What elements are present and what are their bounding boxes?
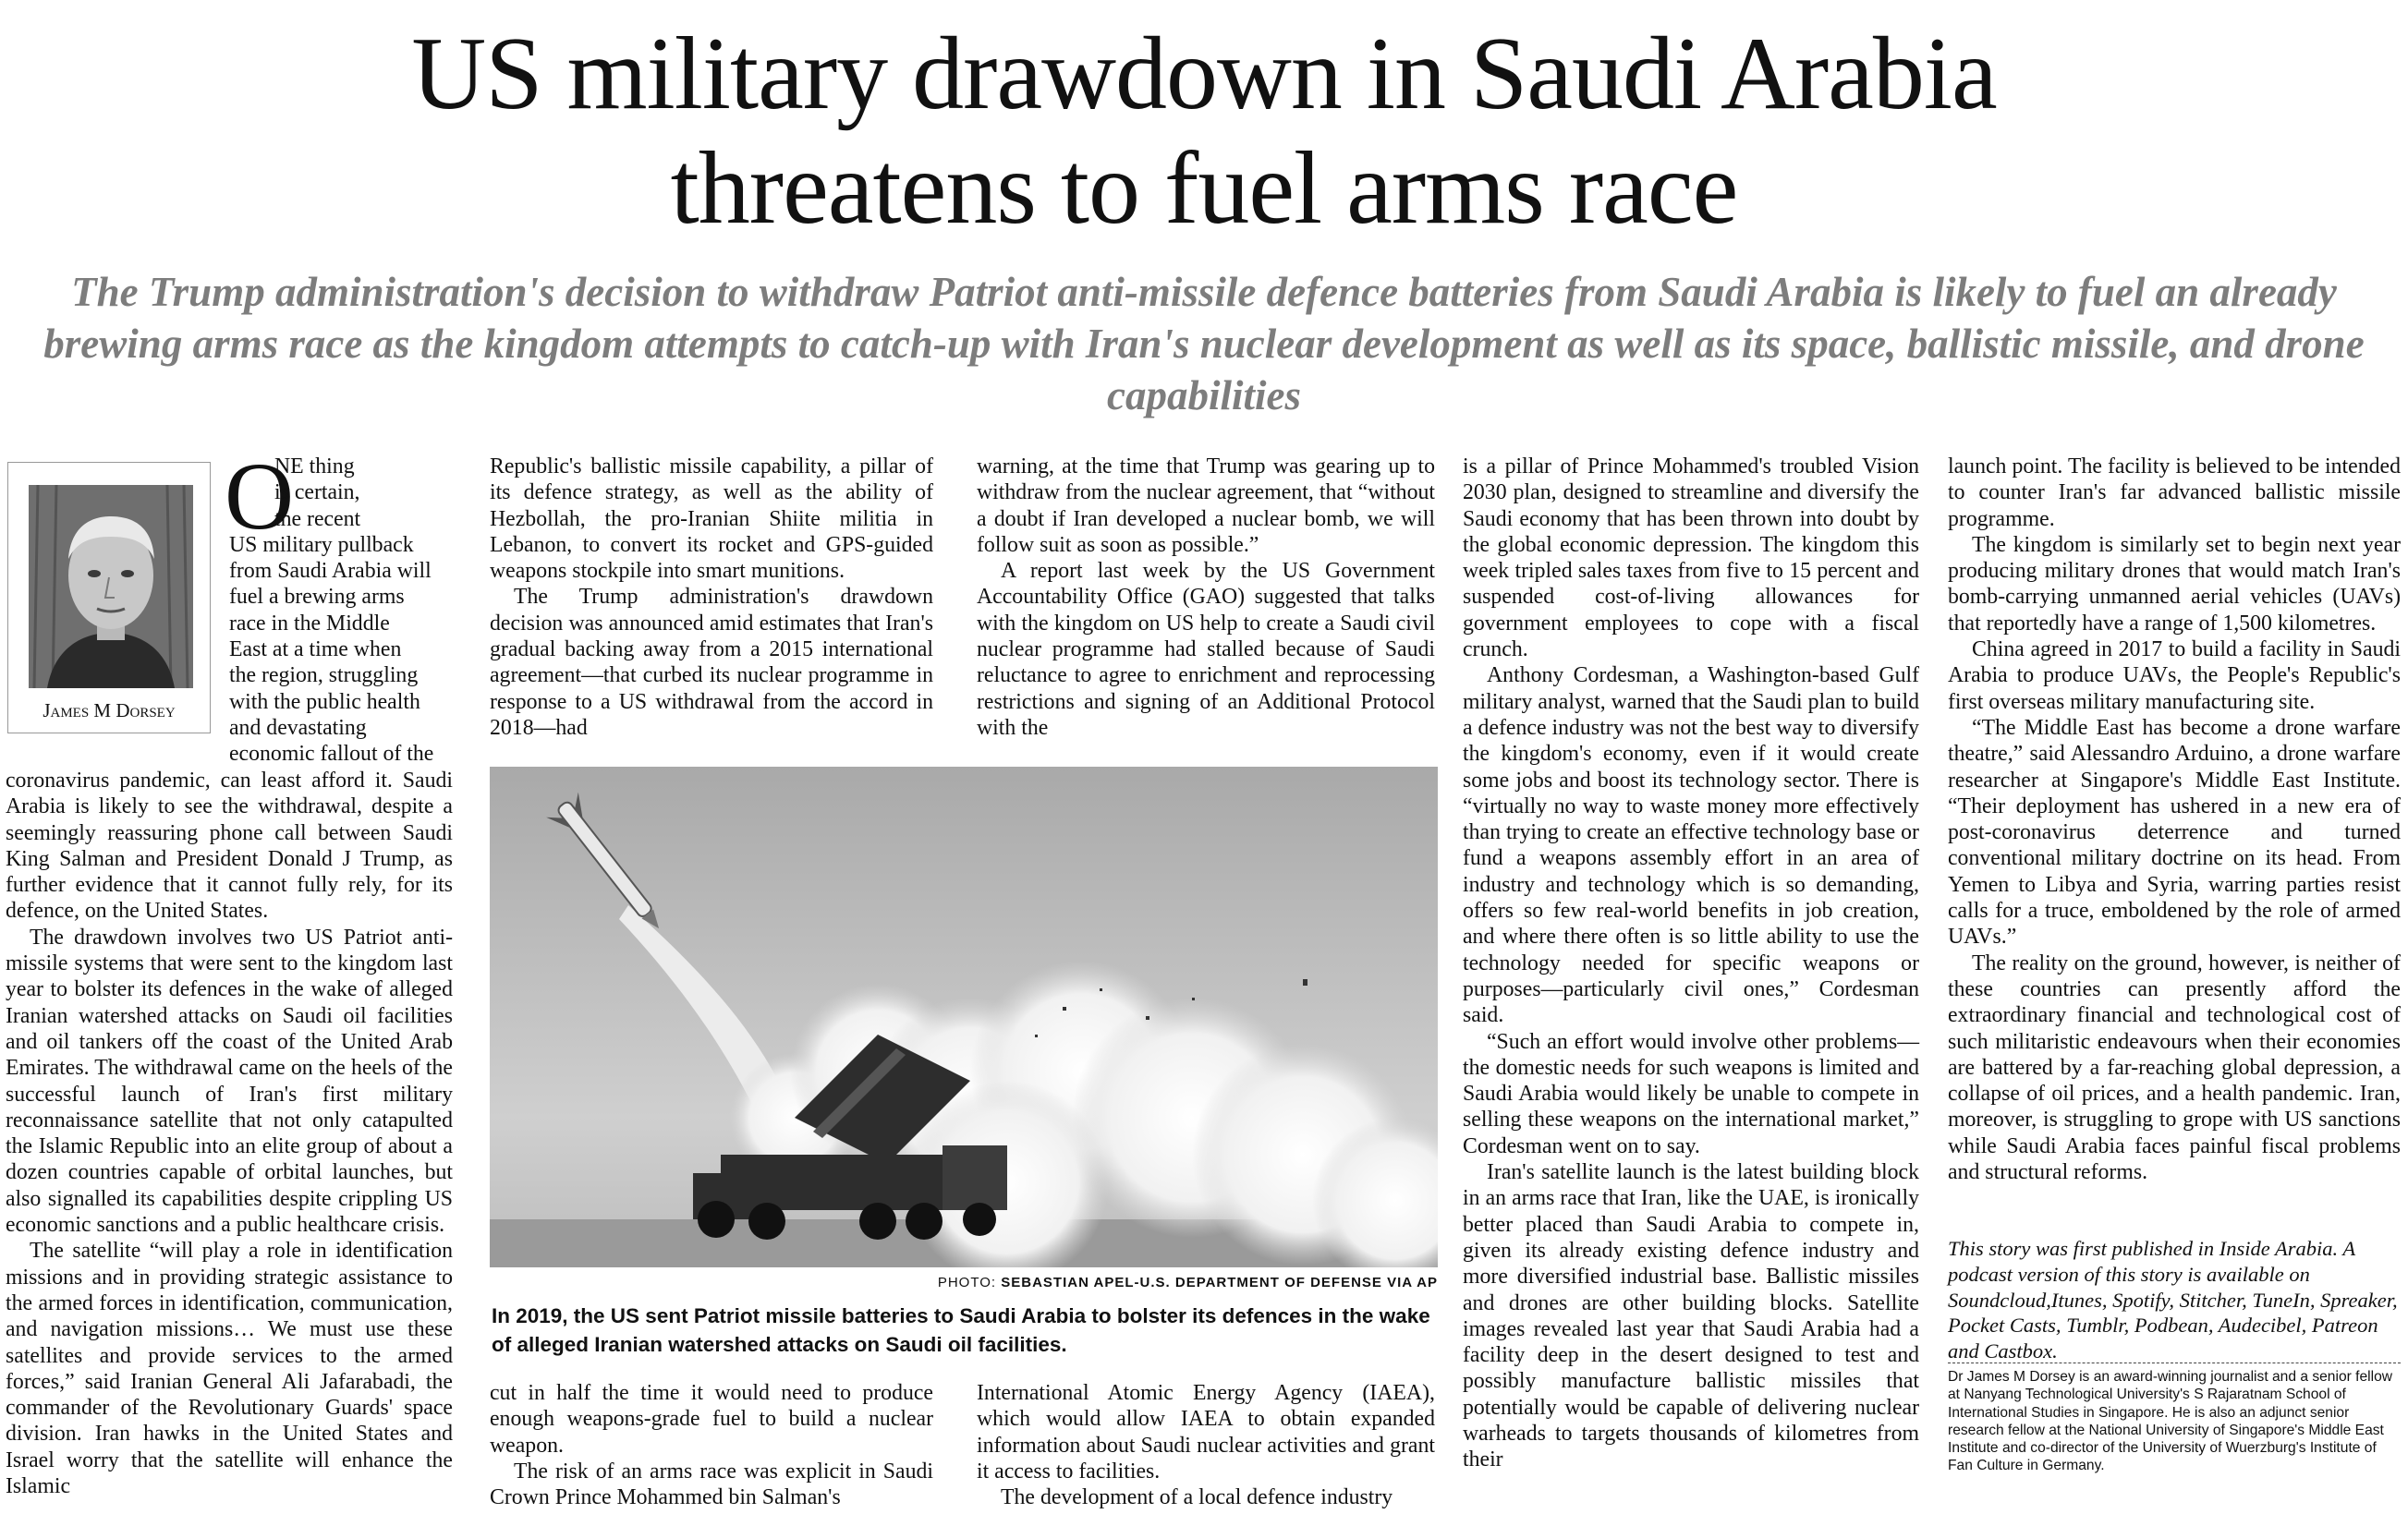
column-2-bottom <box>490 1380 933 1510</box>
intro-line: the recent <box>274 506 361 531</box>
photo-credit-name: SEBASTIAN APEL-U.S. DEPARTMENT OF DEFENSE VIA AP <box>1001 1275 1438 1290</box>
column-1 <box>6 768 453 1499</box>
paragraph: A report last week by the US Government Accountability Office (GAO) suggested that talks with the kingdom on US help to create a Saudi civil nuclear programme had stalled because of Saudi reluctance to agree to enrichment and reprocessing restrictions and signing of an Additional Protocol with the <box>977 559 1435 740</box>
author-photo <box>29 485 193 688</box>
paragraph: Republic's ballistic missile capability, a pillar of its defence strategy, as well as the ability of Hezbollah, the pro-Iranian Shiite militia in Lebanon, to convert its rocket and GPS-guided weapons stockpile into smart munitions. <box>490 454 933 584</box>
paragraph: cut in half the time it would need to produce enough weapons-grade fuel to build a nuclear weapon. <box>490 1381 933 1458</box>
paragraph: The drawdown involves two US Patriot anti-missile systems that were sent to the kingdom last year to bolster its defences in the wake of alleged Iranian watershed attacks on Saudi oil facilities and oil tankers off the coast of the United Arab Emirates. The withdrawal came on the heels of the successful launch of Iran's first military reconnaissance satellite that not only catapulted the Islamic Republic into an elite group of about a dozen countries capable of orbital launches, but also signalled its capabilities despite crippling US economic sanctions and a public healthcare crisis. <box>6 925 453 1238</box>
intro-line: NE thing <box>274 454 355 478</box>
paragraph: is a pillar of Prince Mohammed's troubled Vision 2030 plan, designed to streamline and diversify the Saudi economy that has been thrown into doubt by the global economic depression. The kingdom this week tripled sales taxes from five to 15 percent and suspended cost-of-living allowances for government employees to cope with a fiscal crunch. <box>1463 454 1919 662</box>
author-name: James M Dorsey <box>43 699 176 721</box>
paragraph: The risk of an arms race was explicit in Saudi Crown Prince Mohammed bin Salman's <box>490 1459 933 1510</box>
photo-caption: In 2019, the US sent Patriot missile batteries to Saudi Arabia to bolster its defences in the wake of alleged Iranian watershed attacks on Saudi oil facilities. <box>492 1304 1430 1356</box>
column-3-bottom <box>977 1380 1435 1510</box>
intro-line: East at a time when <box>229 637 402 662</box>
paragraph: coronavirus pandemic, can least afford it. Saudi Arabia is likely to see the withdrawal, despite a seemingly reassuring phone call between Saudi King Salman and President Donald J Trump, as further evidence that it cannot fully rely, for its defence, on the United States. <box>6 769 453 924</box>
deck-subheadline: The Trump administration's decision to withdraw Patriot anti-missile defence batteries from Saudi Arabia is likely to fuel an already brewing arms race as the kingdom attempts to catch-up with Iran's nuclear development as well as its space, ballistic missile, and drone capabilities <box>43 269 2365 418</box>
paragraph: “Such an effort would involve other problems—the domestic needs for such weapons is limited and Saudi Arabia would likely be unable to compete in selling these weapons on the international market,” Cordesman went on to say. <box>1463 1029 1919 1158</box>
publication-note: This story was first published in Inside Arabia. A podcast version of this story is available on Soundcloud,Itunes, Spotify, Stitcher, TuneIn, Spreaker, Pocket Casts, Tumblr, Podbean, Audecibel, Patreon and Castbox. <box>1948 1237 2398 1363</box>
intro-line: and devastating <box>229 715 367 740</box>
intro-lines <box>229 454 456 768</box>
paragraph: Iran's satellite launch is the latest building block in an arms race that Iran, like the UAE, is ironically better placed than Saudi Arabia to compete in, given its already existing defence industry and more diversified industrial base. Ballistic missiles and drones are other building blocks. Satellite images revealed last year that Saudi Arabia had a facility deep in the desert designed to test and possibly manufacture ballistic missiles that potentially would be capable of delivering nuclear warheads to targets thousands of kilometres from their <box>1463 1160 1919 1472</box>
headline-line-2: threatens to fuel arms race <box>670 131 1738 246</box>
paragraph: China agreed in 2017 to build a facility in Saudi Arabia to produce UAVs, the People's Republic's first overseas military manufacturing site. <box>1948 637 2401 714</box>
column-4 <box>1463 454 1919 1473</box>
paragraph: The development of a local defence industry <box>1001 1485 1393 1510</box>
author-box <box>7 462 211 733</box>
drop-cap: O <box>225 443 295 550</box>
intro-line: US military pullback <box>229 532 414 557</box>
photo-credit-label: PHOTO: <box>937 1275 997 1290</box>
headline <box>0 17 2408 246</box>
paragraph: International Atomic Energy Agency (IAEA), which would allow IAEA to obtain expanded information about Saudi nuclear activities and grant it access to facilities. <box>977 1381 1435 1484</box>
intro-line: from Saudi Arabia will <box>229 559 432 584</box>
intro-line: is certain, <box>274 480 360 505</box>
intro-line: fuel a brewing arms <box>229 585 405 610</box>
paragraph: Anthony Cordesman, a Washington-based Gulf military analyst, warned that the Saudi plan to build a defence industry was not the best way to diversify the kingdom's economy, even if it would create some jobs and boost its technology sector. There is “virtually no way to waste money more effectively than trying to create an effective technology base or fund a weapons assembly effort in an area of industry and technology which is so demanding, offers so few real-world benefits in job creation, and where there often is so little ability to use the technology needed for specific weapons or purposes—particularly civil ones,” Cordesman said. <box>1463 663 1919 1028</box>
paragraph: The reality on the ground, however, is neither of these countries can presently afford the extraordinary financial and technological cost of such militaristic endeavours when their economies are battered by a far-reaching global depression, a collapse of oil prices, and a health pandemic. Iran, moreover, is struggling to grope with US sanctions while Saudi Arabia faces painful fiscal problems and structural reforms. <box>1948 951 2401 1185</box>
paragraph: The Trump administration's drawdown decision was announced amid estimates that Iran's gradual backing away from a 2015 international agreement—that curbed its nuclear programme in response to a US withdrawal from the accord in 2018—had <box>490 585 933 740</box>
patriot-missile-photo <box>490 767 1438 1267</box>
intro-line: race in the Middle <box>229 611 390 636</box>
paragraph: The kingdom is similarly set to begin next year producing military drones that would match Iran's bomb-carrying unmanned aerial vehicles (UAVs) that reportedly have a range of 1,500 kilometres. <box>1948 532 2401 636</box>
paragraph: “The Middle East has become a drone warfare theatre,” said Alessandro Arduino, a drone warfare researcher at Singapore's Middle East Institute. “Their deployment has ushered in a new era of post-coronavirus deterrence and turned conventional military doctrine on its head. From Yemen to Libya and Syria, warring parties resist calls for a truce, emboldened by the role of armed UAVs.” <box>1948 715 2401 950</box>
column-2-top <box>490 454 933 741</box>
headline-line-1: US military drawdown in Saudi Arabia <box>411 17 1997 131</box>
paragraph: launch point. The facility is believed to be intended to counter Iran's far advanced ballistic missile programme. <box>1948 454 2401 531</box>
author-bio: Dr James M Dorsey is an award-winning journalist and a senior fellow at Nanyang Technological University's S Rajaratnam School of International Studies in Singapore. He is also an adjunct senior research fellow at the National University of Singapore's Middle East Institute and co-director of the University of Wuerzburg's Institute of Fan Culture in Germany. <box>1948 1369 2393 1474</box>
intro-line: with the public health <box>229 689 420 714</box>
paragraph: The satellite “will play a role in identification missions and in providing strategic assistance to the armed forces in identification, communication, and navigation missions… We must use these satellites and provide services to the armed forces,” said Iranian General Ali Jafarabadi, the commander of the Revolutionary Guards' space division. Iran hawks in the United States and Israel worry that the satellite will enhance the Islamic <box>6 1239 453 1499</box>
column-3-top <box>977 454 1435 741</box>
paragraph: warning, at the time that Trump was gearing up to withdraw from the nuclear agreement, that “without a doubt if Iran developed a nuclear bomb, we will follow suit as soon as possible.” <box>977 454 1435 557</box>
intro-line: economic fallout of the <box>229 742 434 767</box>
column-5 <box>1948 454 2401 1185</box>
photo-credit <box>490 1275 1438 1290</box>
intro-line: the region, struggling <box>229 663 419 688</box>
